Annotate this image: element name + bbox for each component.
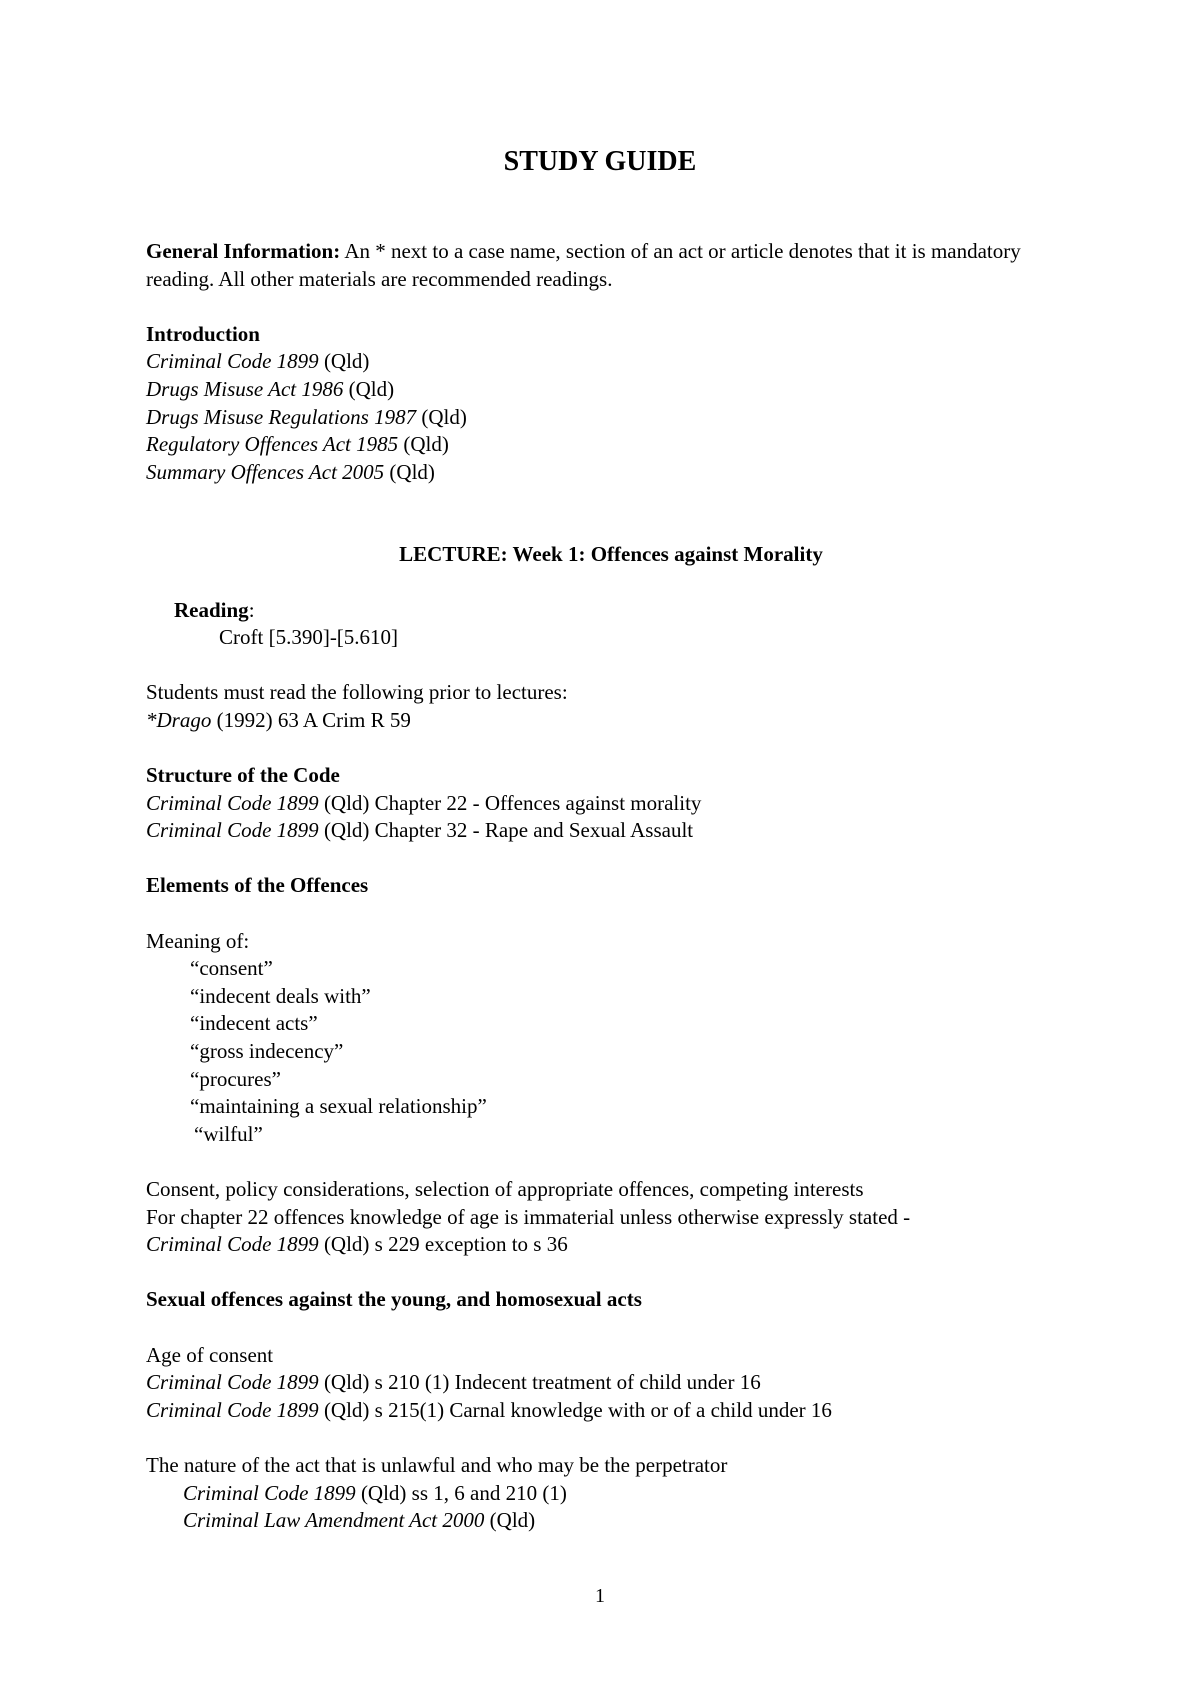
term-item: “procures” — [190, 1066, 281, 1091]
sexual-offences-heading: Sexual offences against the young, and homosexual acts — [146, 1287, 642, 1312]
general-information — [146, 238, 1076, 293]
age-of-consent-label: Age of consent — [146, 1342, 274, 1367]
introduction-item — [146, 348, 1076, 376]
exception-line — [146, 1231, 1076, 1259]
act-detail: (Qld) Chapter 32 - Rape and Sexual Assault — [318, 818, 694, 843]
term-item: “maintaining a sexual relationship” — [190, 1094, 487, 1119]
act-detail: (Qld) s 210 (1) Indecent treatment of child under 16 — [318, 1370, 761, 1395]
introduction-list — [146, 348, 1076, 486]
jurisdiction: (Qld) — [343, 376, 395, 401]
introduction-item — [146, 376, 1076, 404]
act-name: Criminal Code 1899 — [183, 1480, 356, 1505]
structure-heading: Structure of the Code — [146, 763, 340, 788]
introduction-heading: Introduction — [146, 321, 260, 346]
jurisdiction: (Qld) — [398, 432, 449, 457]
introduction-item — [146, 459, 1076, 487]
act-name: Criminal Code 1899 — [146, 818, 319, 843]
act-name: Drugs Misuse Act 1986 — [146, 376, 344, 401]
prior-reading-case — [146, 707, 1076, 735]
document-body — [146, 238, 1076, 1535]
terms-list — [146, 955, 1076, 1148]
introduction-item — [146, 404, 1076, 432]
page-number: 1 — [595, 1585, 605, 1607]
jurisdiction: (Qld) — [416, 404, 467, 429]
act-name: Criminal Code 1899 — [146, 1370, 319, 1395]
act-detail: (Qld) ss 1, 6 and 210 (1) — [355, 1480, 567, 1505]
act-name: Criminal Code 1899 — [146, 1397, 319, 1422]
term-item: “consent” — [190, 956, 273, 981]
term-item: “gross indecency” — [190, 1039, 344, 1064]
meaning-label: Meaning of: — [146, 928, 250, 953]
reading-label — [146, 597, 1076, 625]
structure-item — [146, 790, 1076, 818]
act-name: Regulatory Offences Act 1985 — [146, 432, 399, 457]
act-name: Criminal Code 1899 — [146, 349, 319, 374]
reading-reference: Croft [5.390]-[5.610] — [219, 625, 399, 650]
reading-colon: : — [248, 597, 255, 622]
consent-line: Consent, policy considerations, selection of appropriate offences, competing interests — [146, 1177, 864, 1201]
case-citation: (1992) 63 A Crim R 59 — [211, 707, 411, 732]
act-name: Summary Offences Act 2005 — [146, 459, 385, 484]
nature-item — [146, 1480, 1076, 1508]
term-item: “wilful” — [194, 1121, 263, 1146]
general-information-text: An * next to a case name, section of an act or article denotes that it is mandatory reading. All other materials are recommended readings. — [146, 239, 1021, 291]
act-name: Criminal Code 1899 — [146, 1232, 319, 1257]
jurisdiction: (Qld) — [318, 349, 370, 374]
chapter-line: For chapter 22 offences knowledge of age is immaterial unless otherwise expressly stated - — [146, 1204, 911, 1229]
page-title: STUDY GUIDE — [503, 146, 697, 177]
offence-item — [146, 1369, 1076, 1397]
prior-reading-note: Students must read the following prior to lectures: — [146, 680, 568, 705]
act-detail: (Qld) s 229 exception to s 36 — [318, 1232, 568, 1257]
act-detail: (Qld) Chapter 22 - Offences against morality — [318, 790, 702, 815]
act-name: Criminal Code 1899 — [146, 790, 319, 815]
nature-line: The nature of the act that is unlawful and who may be the perpetrator — [146, 1452, 728, 1477]
elements-heading: Elements of the Offences — [146, 873, 369, 898]
nature-item — [146, 1507, 1076, 1535]
act-name: Drugs Misuse Regulations 1987 — [146, 404, 417, 429]
jurisdiction: (Qld) — [384, 459, 435, 484]
term-item: “indecent acts” — [190, 1011, 318, 1036]
introduction-item — [146, 431, 1076, 459]
general-information-label: General Information: — [146, 239, 341, 263]
term-item: “indecent deals with” — [190, 983, 371, 1008]
act-detail: (Qld) s 215(1) Carnal knowledge with or of a child under 16 — [318, 1397, 832, 1422]
act-detail: (Qld) — [484, 1508, 536, 1533]
lecture-heading: LECTURE: Week 1: Offences against Morality — [399, 542, 823, 567]
case-name: *Drago — [146, 707, 212, 732]
reading-label-text: Reading — [174, 597, 249, 622]
act-name: Criminal Law Amendment Act 2000 — [183, 1508, 485, 1533]
structure-item — [146, 817, 1076, 845]
offence-item — [146, 1397, 1076, 1425]
